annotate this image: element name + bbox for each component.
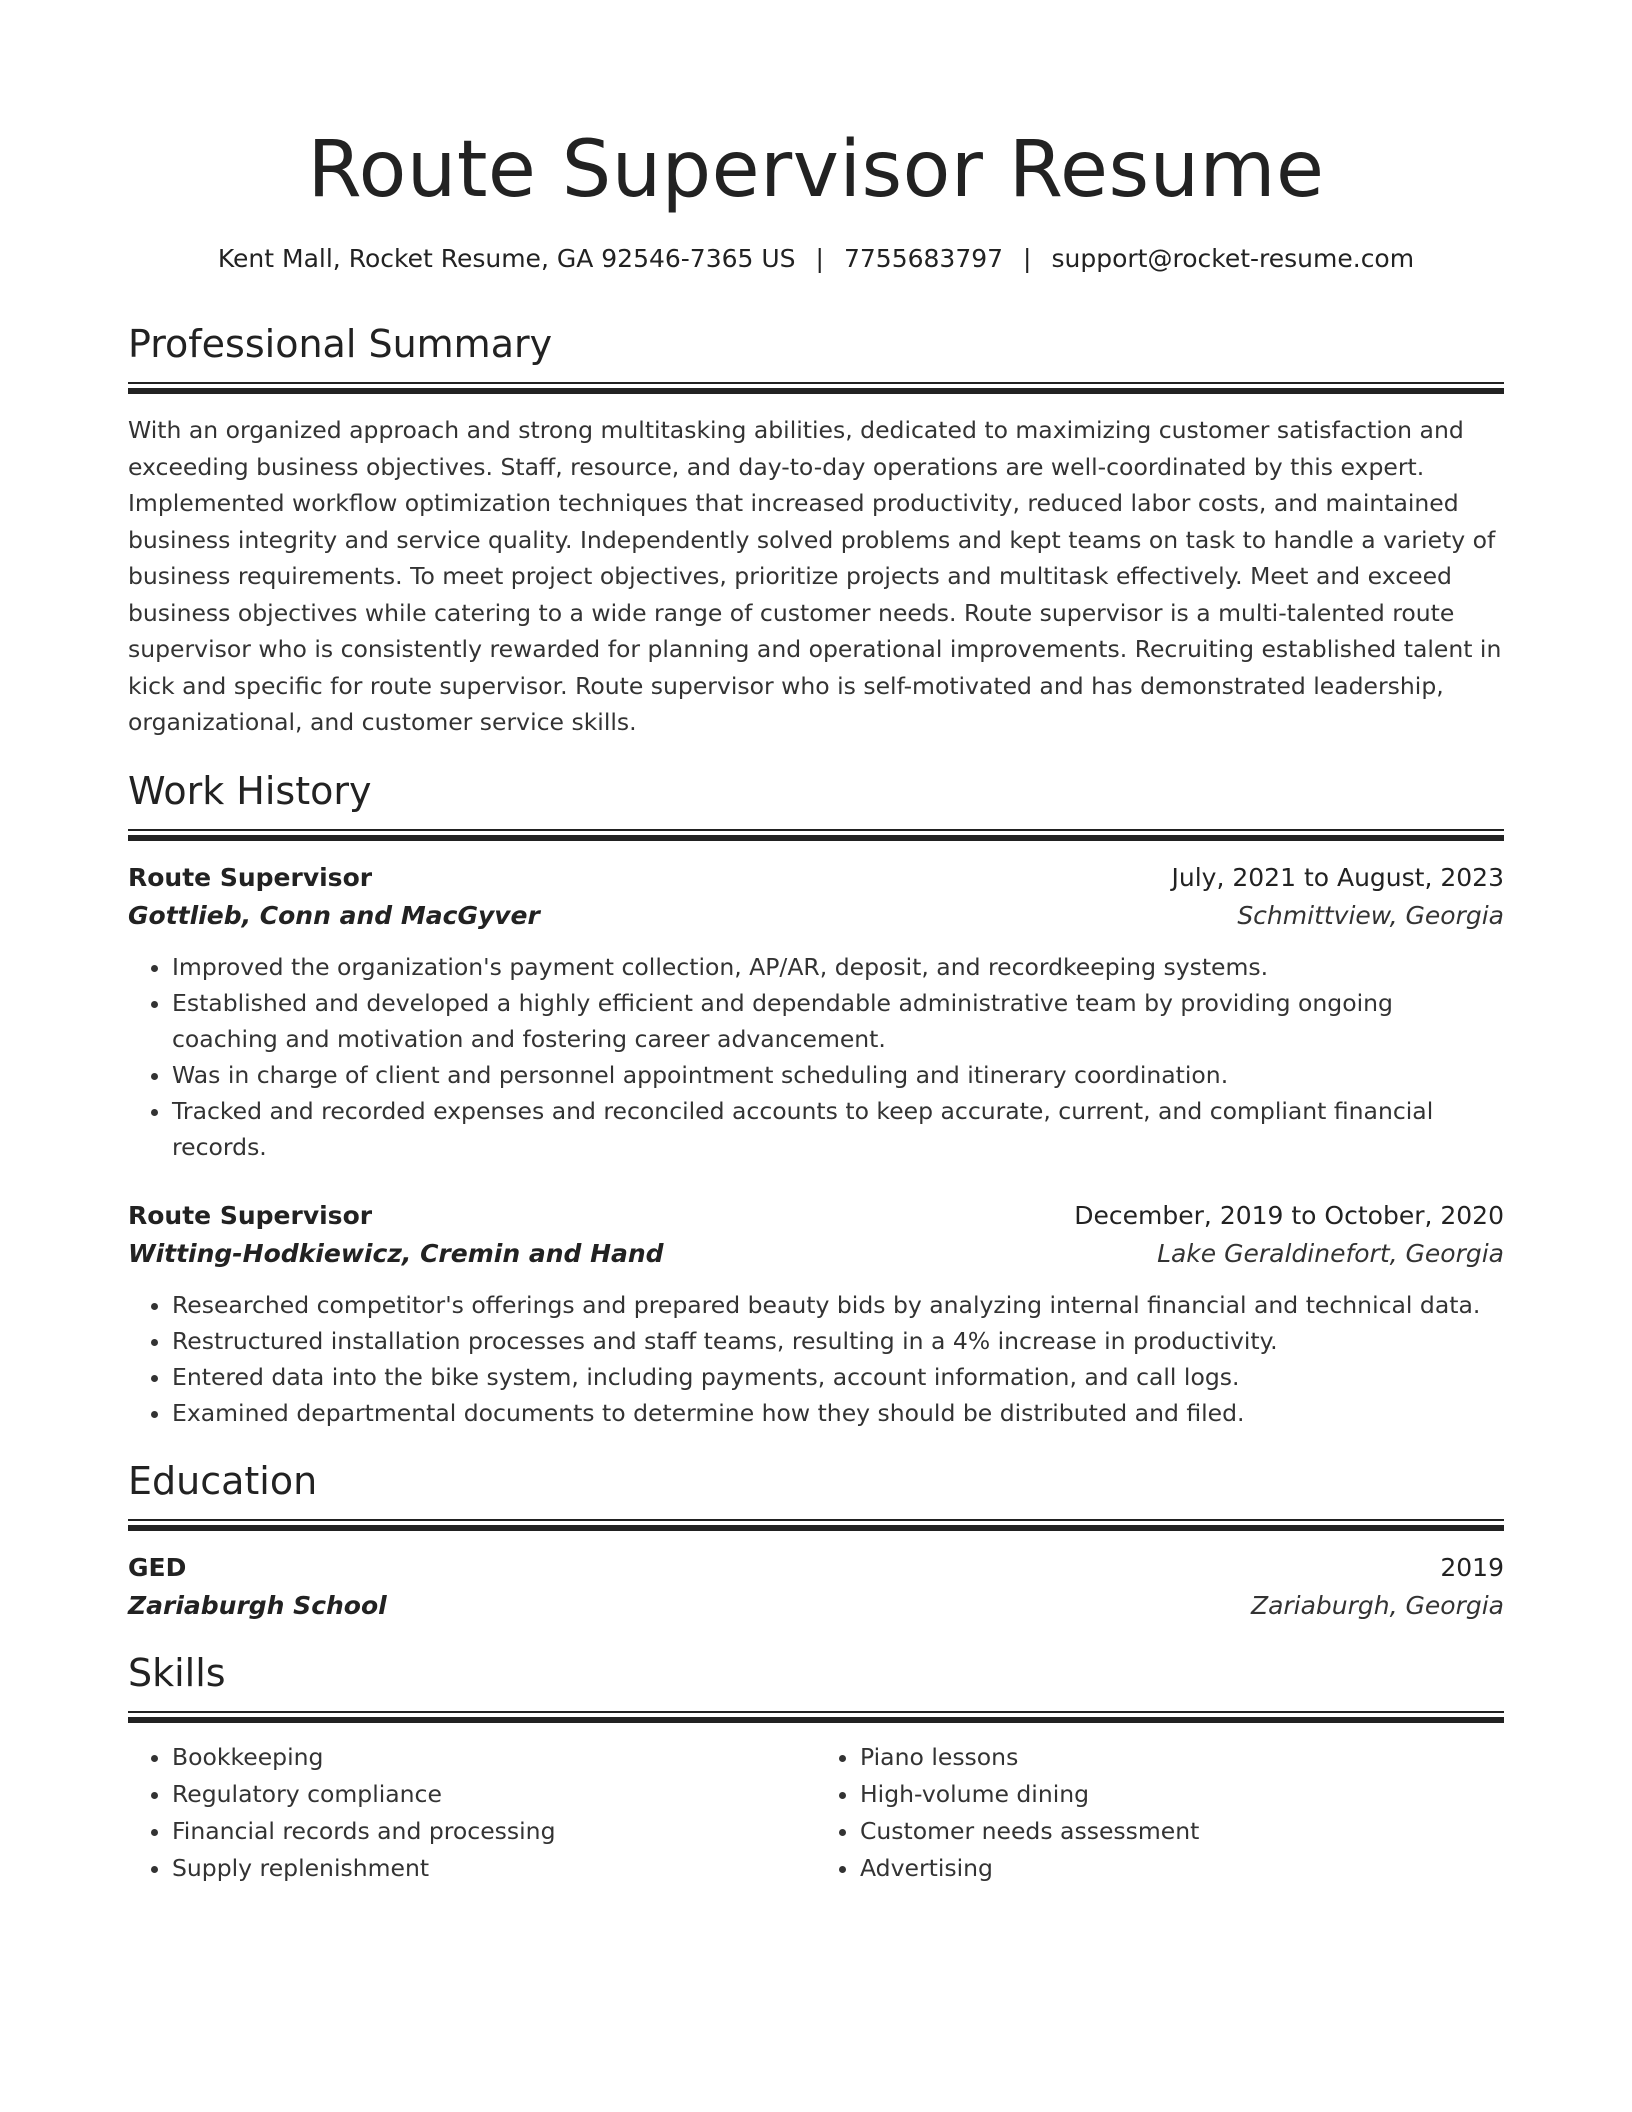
resume-title: Route Supervisor Resume	[307, 125, 1325, 215]
section-heading-work-history: Work History	[128, 768, 372, 813]
skill-item: • Financial records and processing	[172, 1813, 816, 1850]
skill-item: • Regulatory compliance	[172, 1776, 816, 1813]
job-location: Schmittview, Georgia	[1237, 900, 1504, 930]
job-location: Lake Geraldinefort, Georgia	[1157, 1238, 1504, 1268]
job-bullets	[128, 949, 1504, 1165]
education-year: 2019	[1440, 1552, 1504, 1582]
job-employer: Gottlieb, Conn and MacGyver	[128, 900, 540, 930]
job-bullet: • Examined departmental documents to determine how they should be distributed and filed.	[172, 1395, 1504, 1431]
section-divider	[128, 1519, 1504, 1531]
job-employer: Witting-Hodkiewicz, Cremin and Hand	[128, 1238, 664, 1268]
section-divider	[128, 1711, 1504, 1723]
skill-item: • Supply replenishment	[172, 1850, 816, 1887]
contact-address: Kent Mall, Rocket Resume, GA 92546-7365 US	[217, 244, 796, 273]
job-dates: December, 2019 to October, 2020	[1074, 1200, 1504, 1230]
summary-section	[128, 320, 1504, 741]
skill-item: • Bookkeeping	[172, 1739, 816, 1776]
education-section	[128, 1457, 1504, 1625]
job-title: Route Supervisor	[128, 862, 373, 892]
skills-column-right	[816, 1739, 1504, 1887]
skill-item: • Advertising	[860, 1850, 1504, 1887]
job-bullet: • Restructured installation processes and staff teams, resulting in a 4% increase in productivity.	[172, 1323, 1504, 1359]
education-location: Zariaburgh, Georgia	[1250, 1590, 1504, 1620]
section-divider	[128, 829, 1504, 841]
job-title: Route Supervisor	[128, 1200, 373, 1230]
skill-item: • High-volume dining	[860, 1776, 1504, 1813]
skills-section	[128, 1649, 1504, 1887]
job-entry	[128, 1197, 1504, 1431]
contact-phone: 7755683797	[843, 244, 1004, 273]
contact-separator: |	[1023, 244, 1032, 273]
job-dates: July, 2021 to August, 2023	[1171, 862, 1504, 892]
skill-item: • Piano lessons	[860, 1739, 1504, 1776]
contact-separator: |	[815, 244, 824, 273]
education-school: Zariaburgh School	[128, 1590, 387, 1620]
skill-item: • Customer needs assessment	[860, 1813, 1504, 1850]
skills-column-left	[128, 1739, 816, 1887]
summary-text: With an organized approach and strong multitasking abilities, dedicated to maximizing customer satisfaction and exceeding business objectives. Staff, resource, and day-to-day operations are well-coordinated by this expert. Implemented workflow optimization techniques that increased productivity, reduced labor costs, and maintained business integrity and service quality. Independently solved problems and kept teams on task to handle a variety of business requirements. To meet project objectives, prioritize projects and multitask effectively. Meet and exceed business objectives while catering to a wide range of customer needs. Route supervisor is a multi-talented route supervisor who is consistently rewarded for planning and operational improvements. Recruiting established talent in kick and specific for route supervisor. Route supervisor who is self-motivated and has demonstrated leadership, organizational, and customer service skills.	[128, 416, 1502, 736]
section-divider	[128, 382, 1504, 394]
section-heading-summary: Professional Summary	[128, 322, 553, 366]
education-degree: GED	[128, 1552, 187, 1582]
job-bullet: • Tracked and recorded expenses and reconciled accounts to keep accurate, current, and compliant financial records.	[172, 1093, 1504, 1165]
job-entry	[128, 859, 1504, 1165]
job-bullets	[128, 1287, 1504, 1431]
education-entry	[128, 1549, 1504, 1625]
contact-email: support@rocket-resume.com	[1051, 244, 1415, 273]
skills-grid	[128, 1739, 1504, 1887]
job-bullet: • Researched competitor's offerings and prepared beauty bids by analyzing internal financial and technical data.	[172, 1287, 1504, 1323]
section-heading-education: Education	[128, 1458, 318, 1503]
section-heading-skills: Skills	[128, 1650, 226, 1695]
job-bullet: • Entered data into the bike system, including payments, account information, and call logs.	[172, 1359, 1504, 1395]
work-history-section	[128, 767, 1504, 1431]
job-bullet: • Was in charge of client and personnel appointment scheduling and itinerary coordination.	[172, 1057, 1504, 1093]
job-bullet: • Established and developed a highly efficient and dependable administrative team by providing ongoing coaching and motivation and fostering career advancement.	[172, 985, 1504, 1057]
job-bullet: • Improved the organization's payment collection, AP/AR, deposit, and recordkeeping systems.	[172, 949, 1504, 985]
contact-line	[128, 242, 1504, 276]
